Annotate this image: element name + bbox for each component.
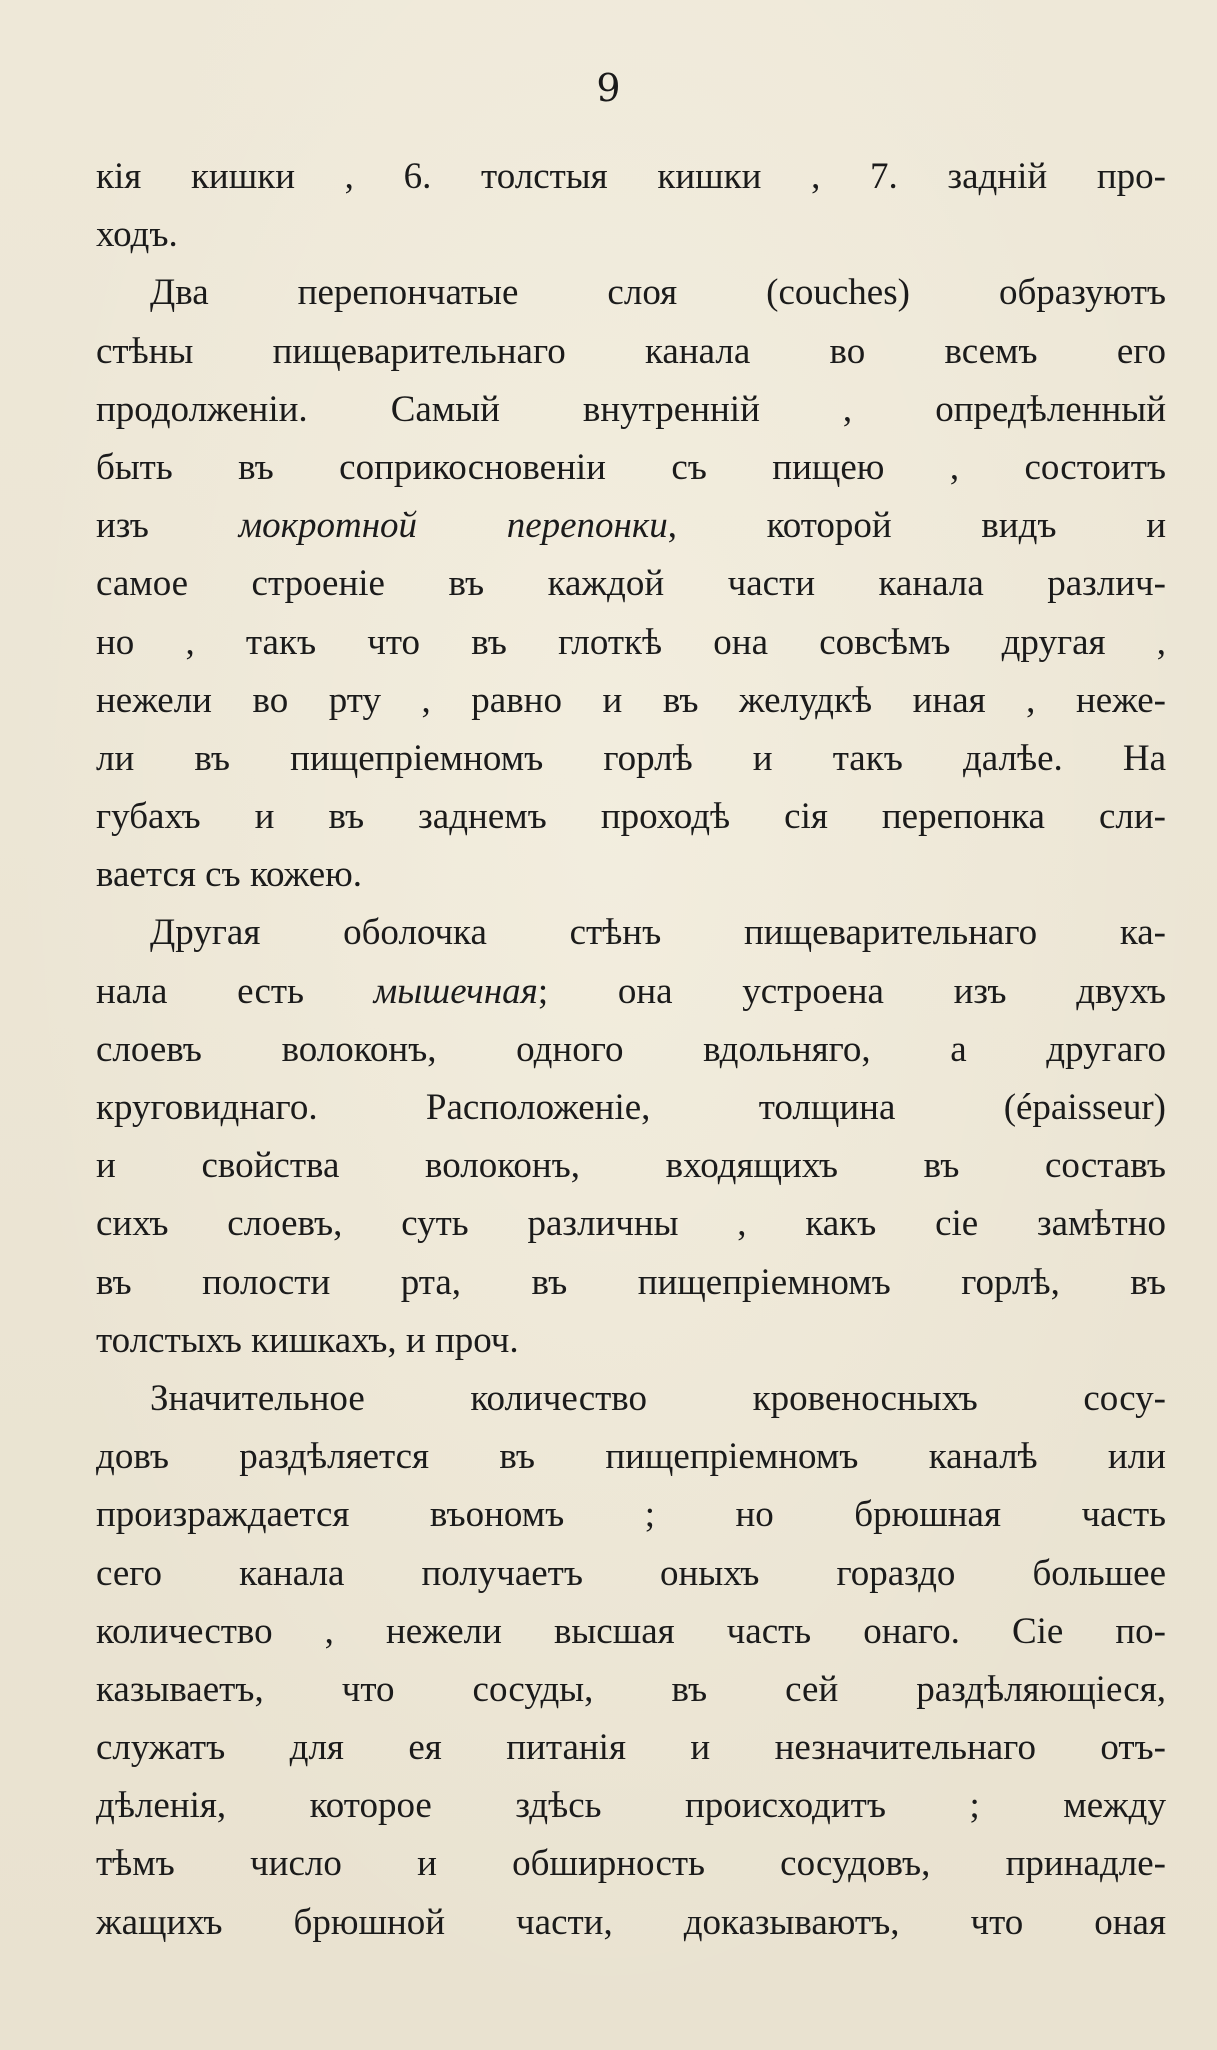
italic-term: мышечная (373, 970, 538, 1012)
text-line: казываетъ, что сосуды, въ сей раздѣляющіеся, (96, 1668, 1166, 1710)
text-line: тѣмъ число и обширность сосудовъ, принадле- (96, 1843, 1166, 1885)
text-line (96, 497, 1166, 555)
text-line: въ полости рта, въ пищепріемномъ горлѣ, въ (96, 1261, 1166, 1303)
text-segment: изъ (96, 505, 239, 547)
text-line: произраждается въономъ ; но брюшная часть (96, 1494, 1166, 1536)
text-line: ходъ. (96, 214, 178, 256)
text-segment: , которой видъ и (667, 505, 1167, 547)
text-line: но , такъ что въ глоткѣ она совсѣмъ другая , (96, 621, 1166, 663)
page-number: 9 (596, 66, 621, 110)
text-line: количество , нежели высшая часть онаго. Сіе по- (96, 1610, 1166, 1652)
text-line: жащихъ брюшной части, доказываютъ, что оная (96, 1901, 1166, 1943)
text-line: довъ раздѣляется въ пищепріемномъ каналѣ или (96, 1436, 1166, 1478)
text-line: сихъ слоевъ, суть различны , какъ сіе замѣтно (96, 1203, 1166, 1245)
italic-term: мокротной перепонки (238, 505, 668, 547)
text-line: Два перепончатые слоя (couches) образуютъ (150, 272, 1166, 314)
text-line: слоевъ волоконъ, одного вдольняго, а другаго (96, 1028, 1166, 1070)
text-line: толстыхъ кишкахъ, и проч. (96, 1319, 519, 1361)
text-line: продолженіи. Самый внутренній , опредѣленный (96, 388, 1166, 430)
text-segment: нала есть (96, 970, 374, 1012)
text-segment: ; она устроена изъ двухъ (537, 970, 1166, 1012)
text-line: стѣны пищеварительнаго канала во всемъ его (96, 330, 1166, 372)
text-line: самое строеніе въ каждой части канала различ- (96, 563, 1166, 605)
text-line (96, 963, 1166, 1021)
text-line: круговиднаго. Расположеніе, толщина (épaisseur) (96, 1087, 1166, 1128)
text-line: губахъ и въ заднемъ проходѣ сія перепонка сли- (96, 796, 1166, 838)
body-text (96, 148, 1166, 1952)
text-line: ли въ пищепріемномъ горлѣ и такъ далѣе. На (96, 737, 1166, 779)
text-line: быть въ соприкосновеніи съ пищею , состоитъ (96, 446, 1166, 488)
text-line: нежели во рту , равно и въ желудкѣ иная , нeже- (96, 679, 1166, 721)
text-line: кія кишки , 6. толстыя кишки , 7. задній про- (96, 156, 1166, 197)
text-line: сего канала получаетъ оныхъ гораздо большее (96, 1552, 1166, 1594)
text-line: служатъ для ея питанія и незначительнаго отъ- (96, 1727, 1166, 1769)
text-line: Значительное количество кровеносныхъ сосу- (150, 1377, 1166, 1419)
text-line: и свойства волоконъ, входящихъ въ составъ (96, 1145, 1166, 1187)
text-line: дѣленія, которое здѣсь происходитъ ; между (96, 1785, 1166, 1827)
text-line: Другая оболочка стѣнъ пищеварительнаго ка- (150, 912, 1166, 954)
text-line: вается съ кожею. (96, 854, 363, 896)
